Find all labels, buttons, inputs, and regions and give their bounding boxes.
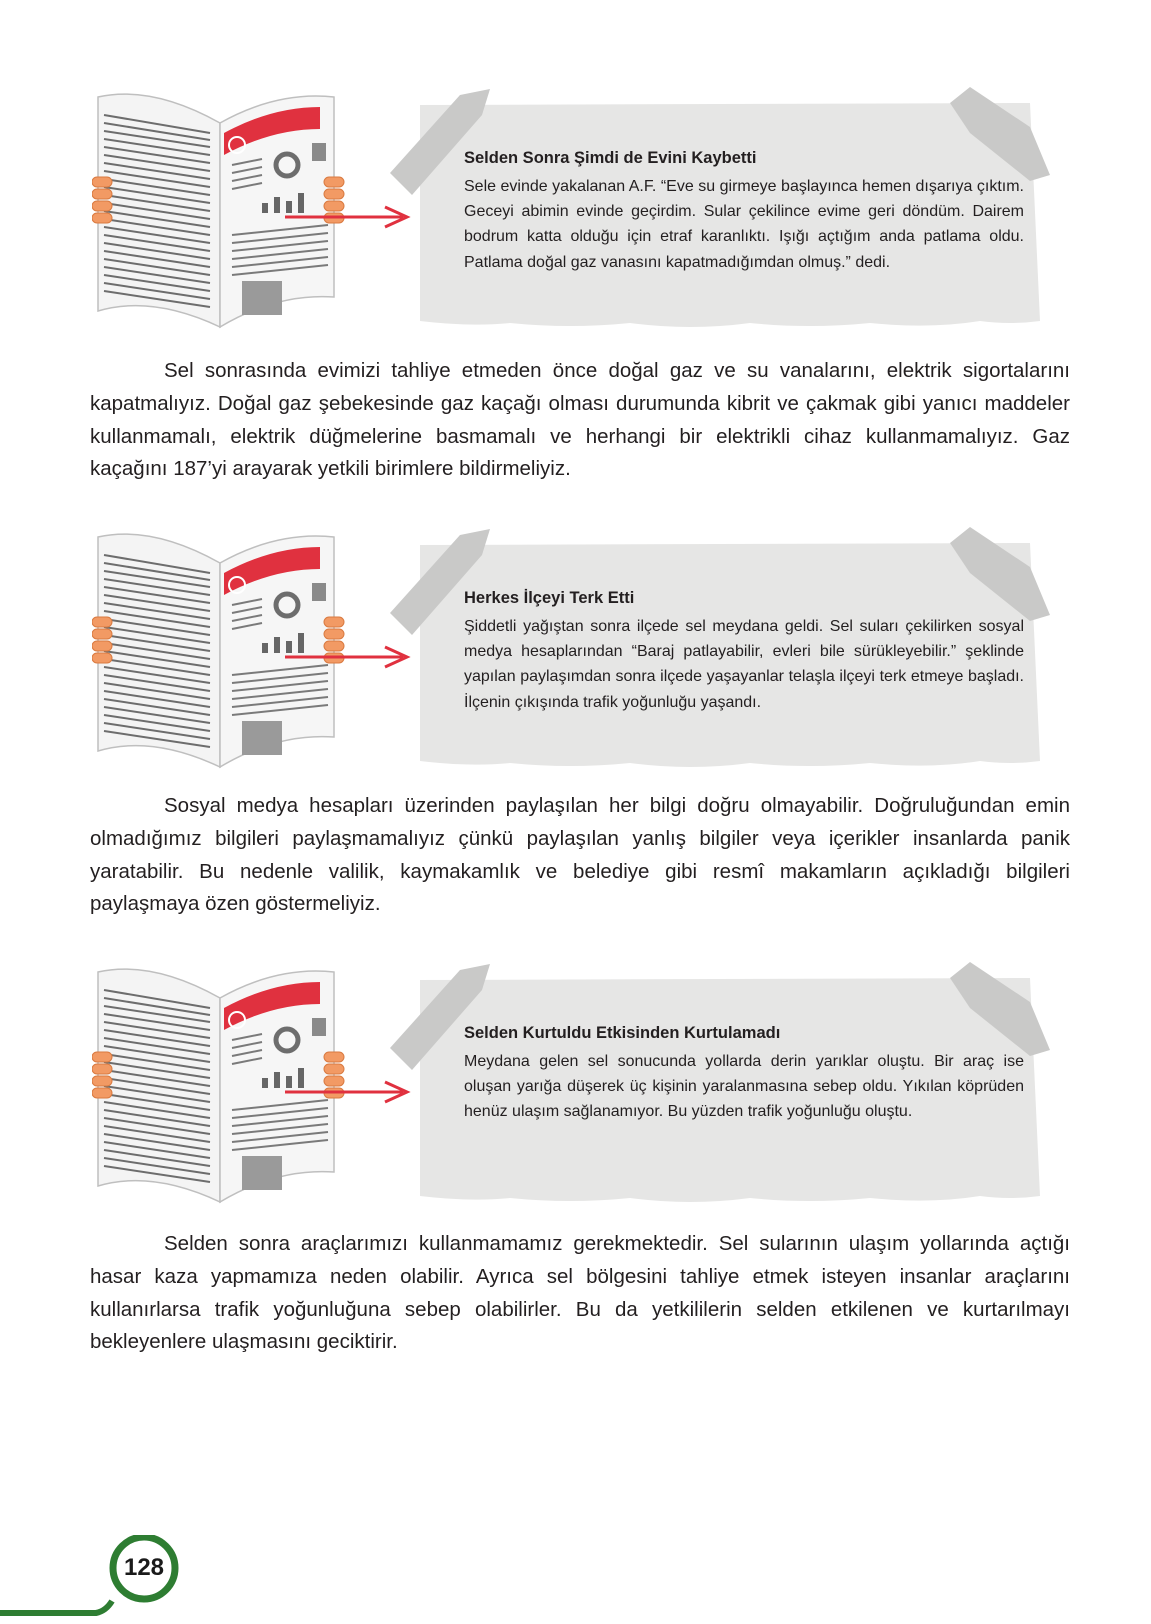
news-text-2 bbox=[464, 587, 1024, 715]
news-title: Selden Sonra Şimdi de Evini Kaybetti bbox=[464, 149, 757, 167]
paragraph-2: Sosyal medya hesapları üzerinden paylaşılan her bilgi doğru olmayabilir. Doğruluğundan emin olmadığımız bilgileri paylaşmamalıyız çünkü paylaşılan yanlış bilgiler veya içerikler insanlarda panik yaratabilir. Bu nedenle valilik, kaymakamlık ve belediye gibi resmî makamların açıkladığı bilgileri paylaşmaya özen göstermeliyiz. bbox=[90, 794, 1070, 916]
news-block-1 bbox=[0, 85, 1151, 345]
news-block-2 bbox=[0, 525, 1151, 785]
news-body: Şiddetli yağıştan sonra ilçede sel meydana geldi. Sel suları çekilirken sosyal medya hesaplarından “Baraj patlayabilir, evleri bile sürükleyebilir.” şeklinde yapılan paylaşımdan sonra ilçede yaşayanlar telaşla ilçeyi terk etmeye başladı. İlçenin çıkışında trafik yoğunluğu yaşandı. bbox=[464, 618, 1024, 711]
news-block-3 bbox=[0, 960, 1151, 1220]
page-number: 128 bbox=[123, 1554, 165, 1581]
news-body: Sele evinde yakalanan A.F. “Eve su girmeye başlayınca hemen dışarıya çıktım. Geceyi abimin evinde geçirdim. Sular çekilince evime geri döndüm. Dairem bodrum katta olduğu için etraf karanlıktı. Işığı açtığım anda patlama oldu. Patlama doğal gaz vanasını kapatmadığımdan olmuş.” dedi. bbox=[464, 178, 1024, 271]
paragraph-1: Sel sonrasında evimizi tahliye etmeden önce doğal gaz ve su vanalarını, elektrik sigortalarını kapatmalıyız. Doğal gaz şebekesinde gaz kaçağı olması durumunda kibrit ve çakmak gibi yanıcı maddeler kullanmamalı, elektrik düğmelerine basmamalı ve herhangi bir elektrikli cihaz kullanmamalıyız. Gaz kaçağını 187’yi arayarak yetkili birimlere bildirmeliyiz. bbox=[90, 359, 1070, 481]
news-text-1 bbox=[464, 147, 1024, 275]
news-body: Meydana gelen sel sonucunda yollarda derin yarıklar oluştu. Bir araç ise oluşan yarığa düşerek üç kişinin yaralanmasına sebep oldu. Yıkılan köprüden henüz ulaşım sağlanamıyor. Bu yüzden trafik yoğunluğu oluştu. bbox=[464, 1053, 1024, 1121]
paragraph-3: Selden sonra araçlarımızı kullanmamamız gerekmektedir. Sel sularının ulaşım yollarında açtığı hasar kaza yapmamıza neden olabilir. Ayrıca sel bölgesini tahliye etmek isteyen insanlar araçlarını kullanırlarsa trafik yoğunluğuna sebep olabilirler. Bu da yetkililerin selden etkilenen ve kurtarılmayı bekleyenlere ulaşmasını geciktirir. bbox=[90, 1232, 1070, 1354]
news-title: Herkes İlçeyi Terk Etti bbox=[464, 589, 635, 607]
news-text-3 bbox=[464, 1022, 1024, 1125]
news-title: Selden Kurtuldu Etkisinden Kurtulamadı bbox=[464, 1024, 781, 1042]
